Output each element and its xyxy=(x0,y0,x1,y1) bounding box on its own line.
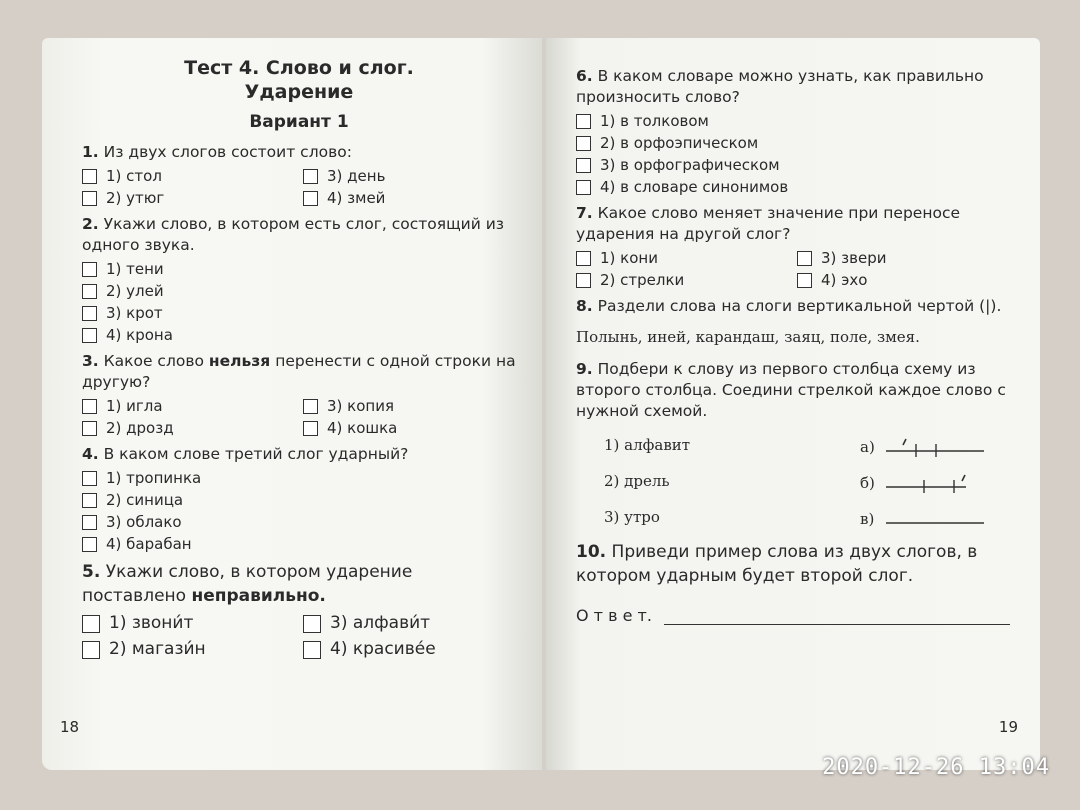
option-label: 4) кошка xyxy=(327,419,398,437)
option[interactable] xyxy=(576,249,789,268)
question-number: 4. xyxy=(82,445,99,463)
option[interactable] xyxy=(576,134,1010,153)
checkbox[interactable] xyxy=(576,180,591,195)
option[interactable] xyxy=(82,167,295,186)
question-7 xyxy=(576,203,1010,245)
question-text-end: перенести с одной строки на другую? xyxy=(82,352,516,391)
question-number: 7. xyxy=(576,204,593,222)
option[interactable] xyxy=(797,271,1010,290)
option[interactable] xyxy=(82,304,516,323)
question-number: 9. xyxy=(576,360,593,378)
question-text: Раздели слова на слоги вертикальной чертой (|). xyxy=(597,297,1002,315)
option-label: 4) эхо xyxy=(821,271,868,289)
checkbox[interactable] xyxy=(576,158,591,173)
page-number-left: 18 xyxy=(60,718,80,736)
option-label: 2) стрелки xyxy=(600,271,685,289)
question-text: Укажи слово, в котором ударение поставлено xyxy=(82,562,413,606)
option-label: 4) барабан xyxy=(106,535,192,553)
question-text: Подбери к слову из первого столбца схему из второго столбца. Соедини стрелкой каждое слово с нужной схемой. xyxy=(576,360,1006,420)
option-label: 1) тропинка xyxy=(106,469,202,487)
question-1-options xyxy=(82,167,516,208)
scheme-label: б) xyxy=(860,474,875,492)
match-word[interactable]: 1) алфавит xyxy=(604,436,691,454)
option-label: 1) тени xyxy=(106,260,164,278)
question-number: 2. xyxy=(82,215,99,233)
scheme-label: в) xyxy=(860,510,875,528)
option[interactable] xyxy=(303,167,516,186)
question-number: 6. xyxy=(576,67,593,85)
test-title xyxy=(82,56,516,104)
option-label: 3) копия xyxy=(327,397,394,415)
variant-label: Вариант 1 xyxy=(249,112,349,132)
option[interactable] xyxy=(303,612,516,635)
photo-timestamp: 2020-12-26 13:04 xyxy=(822,755,1050,780)
question-number: 8. xyxy=(576,297,593,315)
matching-exercise xyxy=(604,436,1010,530)
answer-blank[interactable] xyxy=(664,610,1010,625)
option-label: 1) игла xyxy=(106,397,163,415)
question-text: В каком слове третий слог ударный? xyxy=(103,445,409,463)
question-3-options xyxy=(82,397,516,438)
answer-field[interactable] xyxy=(576,606,1010,625)
option-label: 1) кони xyxy=(600,249,658,267)
option[interactable] xyxy=(82,419,295,438)
test-title-line2: Ударение xyxy=(244,81,354,103)
left-page xyxy=(42,38,542,770)
scheme-b[interactable] xyxy=(860,472,1010,494)
option-label: 4) змей xyxy=(327,189,386,207)
question-text: Из двух слогов состоит слово: xyxy=(103,143,352,161)
option-label: 1) звони́т xyxy=(109,613,194,633)
option[interactable] xyxy=(303,638,516,661)
option[interactable] xyxy=(797,249,1010,268)
option[interactable] xyxy=(82,189,295,208)
option-label: 3) в орфографическом xyxy=(600,156,780,174)
option[interactable] xyxy=(82,260,516,279)
page-number-right: 19 xyxy=(998,718,1018,736)
option[interactable] xyxy=(82,326,516,345)
checkbox[interactable] xyxy=(303,169,318,184)
option[interactable] xyxy=(576,178,1010,197)
checkbox[interactable] xyxy=(82,471,97,486)
checkbox[interactable] xyxy=(82,493,97,508)
question-number: 3. xyxy=(82,352,99,370)
scheme-label: а) xyxy=(860,438,875,456)
test-title-line1: Тест 4. Слово и слог. xyxy=(184,57,414,79)
option[interactable] xyxy=(82,513,516,532)
question-4-options xyxy=(82,469,516,554)
checkbox[interactable] xyxy=(82,306,97,321)
option-label: 1) в толковом xyxy=(600,112,709,130)
checkbox[interactable] xyxy=(82,191,97,206)
question-6-options xyxy=(576,112,1010,197)
checkbox[interactable] xyxy=(576,251,591,266)
question-text: Какое слово меняет значение при переносе ударения на другой слог? xyxy=(576,204,961,243)
checkbox[interactable] xyxy=(303,191,318,206)
checkbox[interactable] xyxy=(82,169,97,184)
question-7-options xyxy=(576,249,1010,290)
question-3 xyxy=(82,351,516,393)
option[interactable] xyxy=(576,271,789,290)
question-2 xyxy=(82,214,516,256)
checkbox[interactable] xyxy=(82,262,97,277)
question-2-options xyxy=(82,260,516,345)
scheme-c[interactable] xyxy=(860,508,1010,530)
option-label: 2) утюг xyxy=(106,189,165,207)
checkbox[interactable] xyxy=(576,136,591,151)
option-label: 3) облако xyxy=(106,513,182,531)
question-10-block xyxy=(576,540,1010,588)
option-label: 4) в словаре синонимов xyxy=(600,178,789,196)
option[interactable] xyxy=(82,638,295,661)
checkbox[interactable] xyxy=(82,641,100,659)
option-label: 3) крот xyxy=(106,304,163,322)
question-text: Приведи пример слова из двух слогов, в котором ударным будет второй слог. xyxy=(576,542,978,586)
option-label: 4) красиве́е xyxy=(330,639,436,659)
option[interactable] xyxy=(82,491,516,510)
scheme-a[interactable] xyxy=(860,436,1010,458)
question-emphasis: нельзя xyxy=(208,352,271,370)
checkbox[interactable] xyxy=(82,328,97,343)
option-label: 1) стол xyxy=(106,167,162,185)
option[interactable] xyxy=(576,156,1010,175)
question-10 xyxy=(576,540,1010,588)
question-emphasis: неправильно. xyxy=(191,586,326,606)
question-number: 10. xyxy=(576,542,607,562)
option[interactable] xyxy=(82,282,516,301)
checkbox[interactable] xyxy=(82,515,97,530)
option[interactable] xyxy=(303,419,516,438)
checkbox[interactable] xyxy=(797,273,812,288)
question-text: Укажи слово, в котором есть слог, состоящий из одного звука. xyxy=(82,215,505,254)
question-5 xyxy=(82,560,516,608)
question-text: В каком словаре можно узнать, как правильно произносить слово? xyxy=(576,67,984,106)
option[interactable] xyxy=(82,397,295,416)
option-label: 2) дрозд xyxy=(106,419,174,437)
option-label: 2) улей xyxy=(106,282,164,300)
checkbox[interactable] xyxy=(576,114,591,129)
option[interactable] xyxy=(303,189,516,208)
question-number: 5. xyxy=(82,562,101,582)
option-label: 3) звери xyxy=(821,249,887,267)
checkbox[interactable] xyxy=(303,615,321,633)
option-label: 2) в орфоэпическом xyxy=(600,134,759,152)
question-9 xyxy=(576,359,1010,422)
checkbox[interactable] xyxy=(82,421,97,436)
checkbox[interactable] xyxy=(303,399,318,414)
option[interactable] xyxy=(82,469,516,488)
option[interactable] xyxy=(82,535,516,554)
stress-scheme-a-icon xyxy=(886,436,986,458)
option[interactable] xyxy=(576,112,1010,131)
syllable-words[interactable]: Полынь, иней, карандаш, заяц, поле, змея. xyxy=(576,328,920,346)
checkbox[interactable] xyxy=(82,615,100,633)
right-page xyxy=(546,38,1040,770)
question-5-block xyxy=(82,560,516,661)
option-label: 2) магази́н xyxy=(109,639,206,659)
question-text: Какое слово xyxy=(103,352,204,370)
checkbox[interactable] xyxy=(303,641,321,659)
option-label: 4) крона xyxy=(106,326,173,344)
option-label: 3) день xyxy=(327,167,386,185)
question-1 xyxy=(82,142,516,163)
checkbox[interactable] xyxy=(82,399,97,414)
option-label: 2) синица xyxy=(106,491,184,509)
option[interactable] xyxy=(82,612,295,635)
question-8 xyxy=(576,296,1010,317)
stress-scheme-b-icon xyxy=(886,472,986,494)
match-word[interactable]: 2) дрель xyxy=(604,472,670,490)
stress-scheme-c-icon xyxy=(886,508,986,530)
checkbox[interactable] xyxy=(576,273,591,288)
question-4 xyxy=(82,444,516,465)
question-6 xyxy=(576,66,1010,108)
question-number: 1. xyxy=(82,143,99,161)
checkbox[interactable] xyxy=(82,284,97,299)
option[interactable] xyxy=(303,397,516,416)
checkbox[interactable] xyxy=(303,421,318,436)
question-5-options xyxy=(82,612,516,661)
option-label: 3) алфави́т xyxy=(330,613,431,633)
checkbox[interactable] xyxy=(82,537,97,552)
answer-label: О т в е т. xyxy=(576,606,652,625)
checkbox[interactable] xyxy=(797,251,812,266)
match-word[interactable]: 3) утро xyxy=(604,508,660,526)
